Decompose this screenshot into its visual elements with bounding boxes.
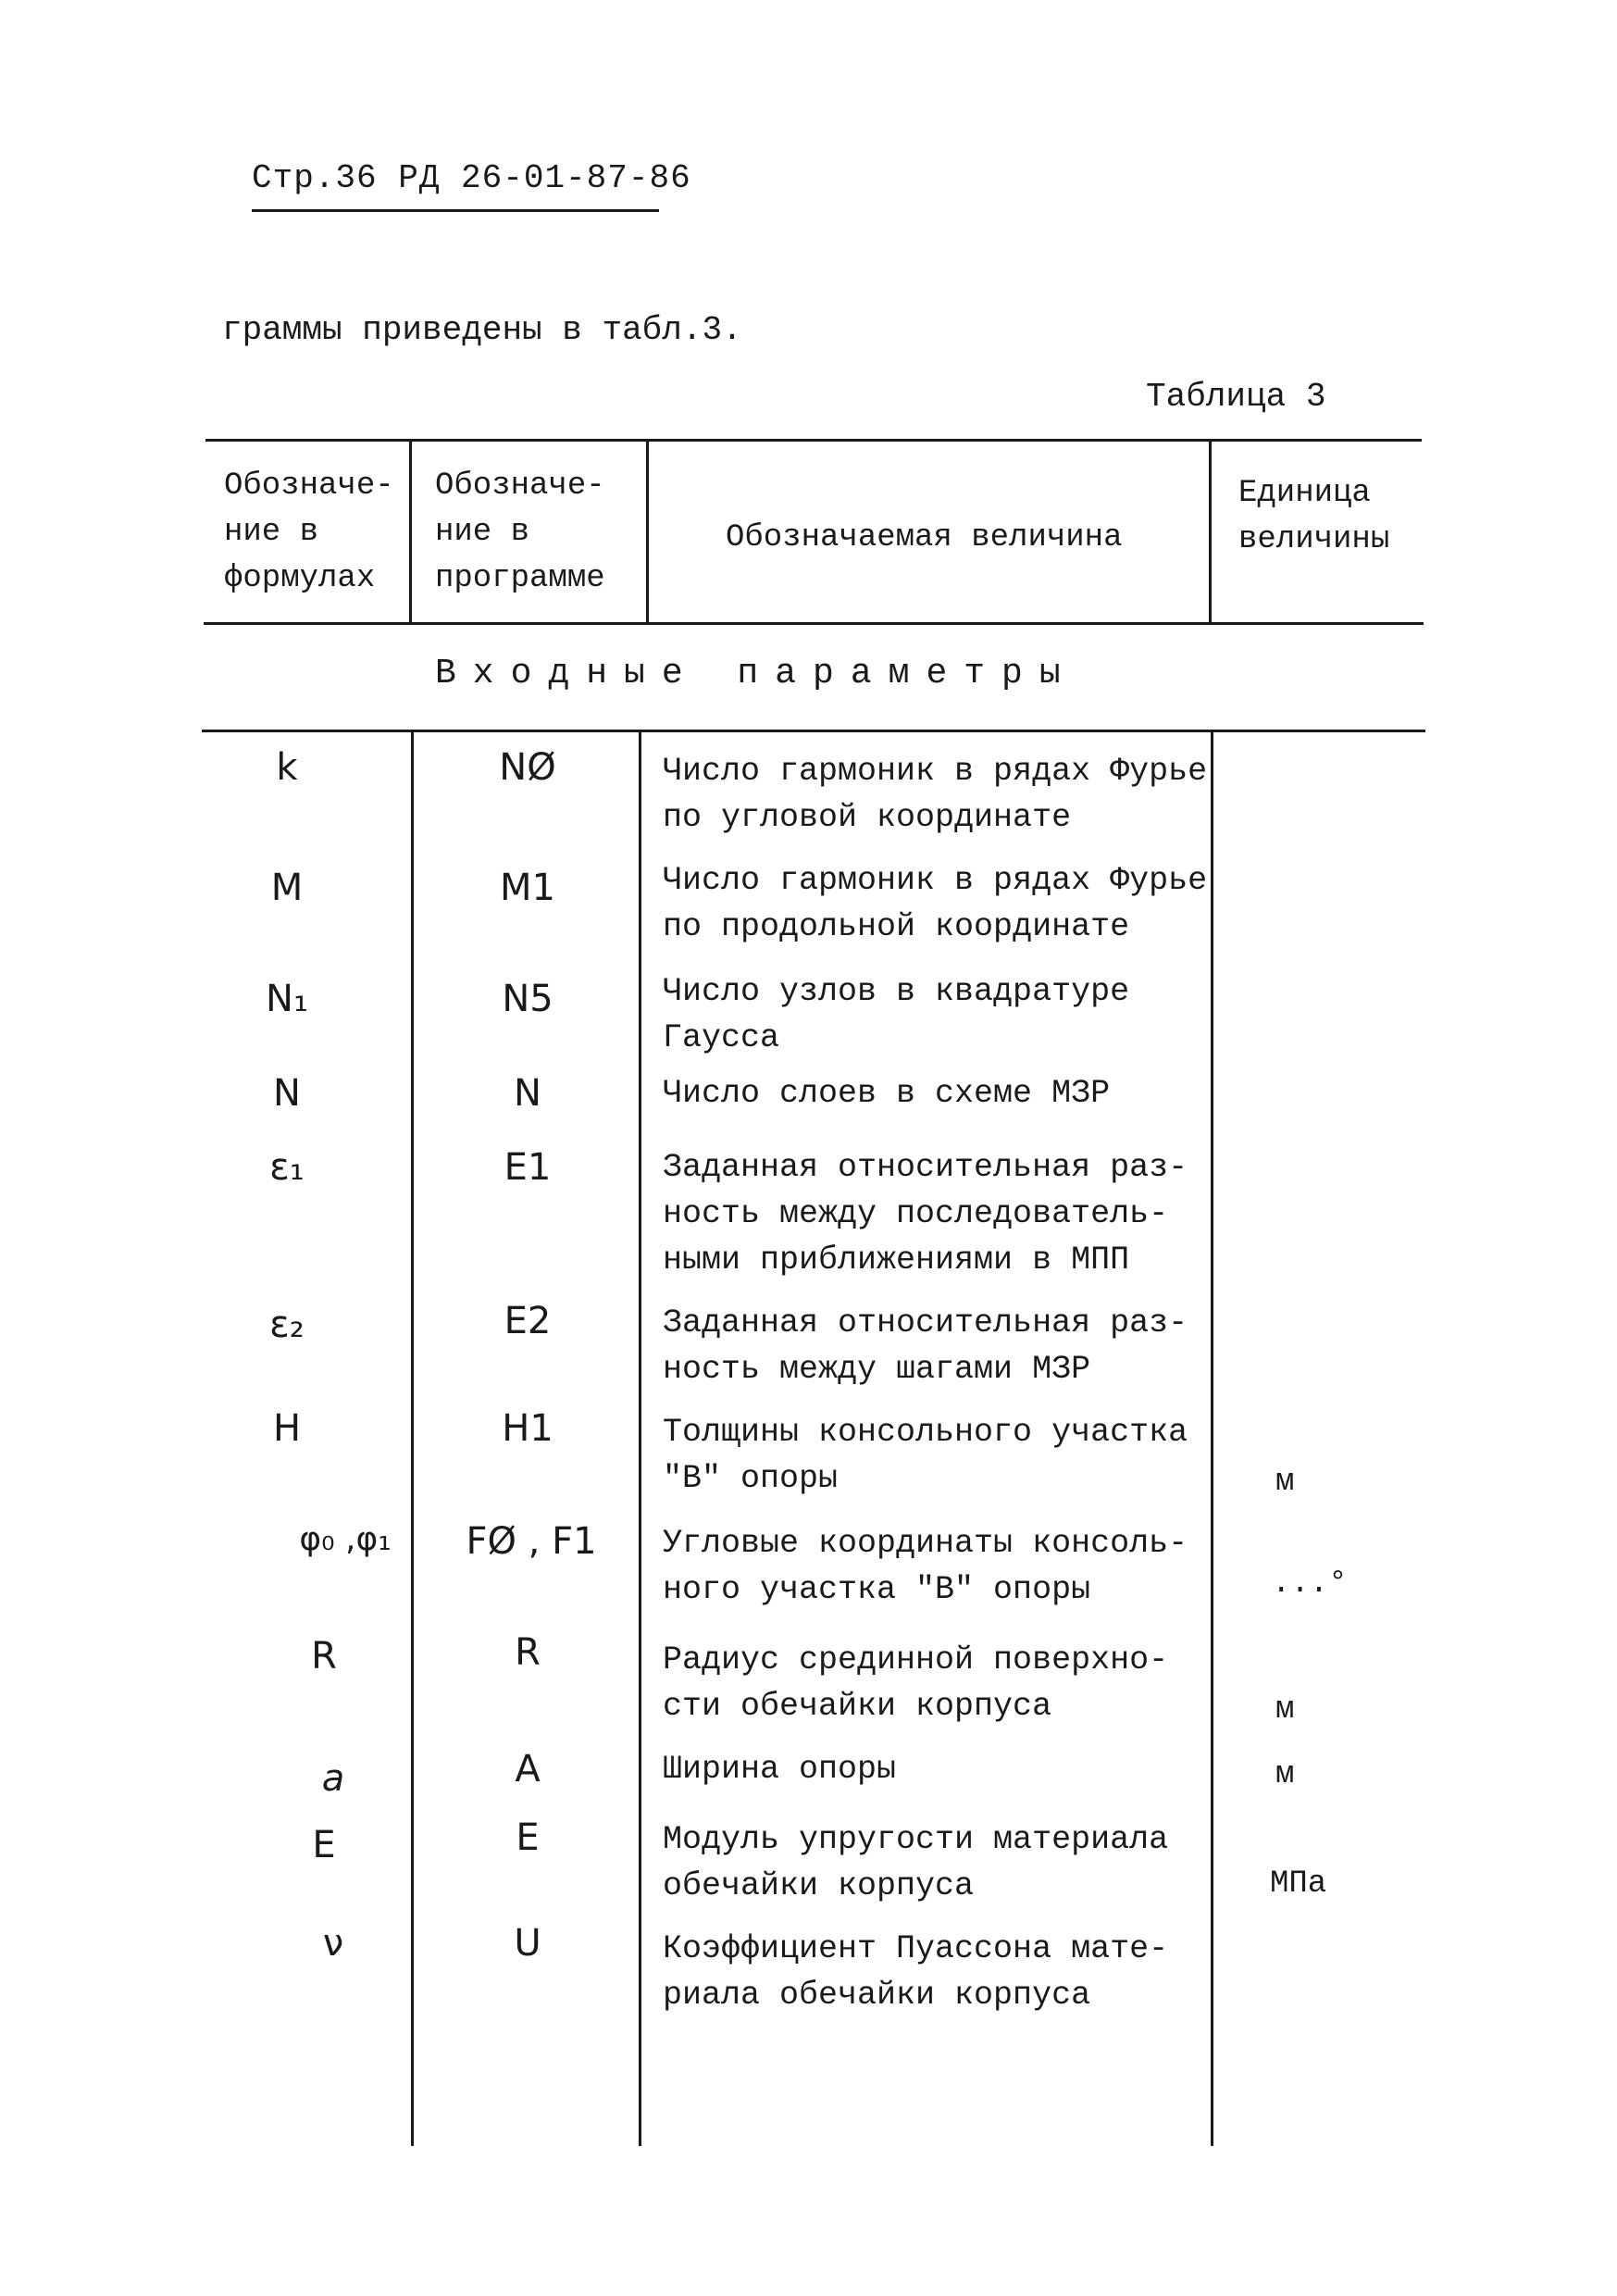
program-symbol: H1 — [502, 1407, 554, 1450]
quantity-description: Толщины консольного участка "В" опоры — [663, 1414, 1188, 1497]
page-header: Стр.36 РД 26-01-87-86 — [252, 159, 691, 197]
col-header-unit: Единица величины — [1238, 476, 1390, 557]
quantity-description: Заданная относительная раз- ность между последователь- ными приближениями в МПП — [663, 1149, 1188, 1279]
quantity-description: Число гармоник в рядах Фурье по продольной координате — [663, 862, 1208, 945]
col-divider-1-header — [409, 439, 412, 622]
formula-symbol: N₁ — [266, 978, 308, 1020]
formula-symbol: E — [312, 1824, 336, 1866]
formula-symbol: ν — [322, 1922, 344, 1965]
formula-symbol: a — [321, 1757, 345, 1800]
program-symbol: R — [515, 1631, 541, 1674]
program-symbol: NØ — [499, 746, 556, 789]
unit-value: м — [1275, 1465, 1295, 1500]
unit-value: МПа — [1270, 1866, 1327, 1902]
formula-symbol: φ₀ ,φ₁ — [299, 1520, 392, 1558]
program-symbol: A — [515, 1748, 541, 1791]
col-divider-2-header — [646, 439, 649, 622]
table-caption: Таблица 3 — [1146, 378, 1326, 416]
col-divider-3-header — [1209, 439, 1212, 622]
program-symbol: FØ , F1 — [466, 1520, 597, 1563]
formula-symbol: ε₂ — [269, 1304, 305, 1346]
program-symbol: E1 — [504, 1146, 552, 1189]
quantity-description: Число гармоник в рядах Фурье по угловой координате — [663, 753, 1208, 836]
formula-symbol: N — [273, 1072, 301, 1115]
program-symbol: N — [514, 1072, 541, 1115]
program-symbol: E2 — [504, 1300, 552, 1342]
formula-symbol: k — [276, 746, 298, 789]
section-title: Входные параметры — [435, 654, 1077, 693]
formula-symbol: ε₁ — [269, 1146, 305, 1189]
col-header-quantity: Обозначаемая величина — [726, 520, 1123, 555]
formula-symbol: M — [270, 867, 304, 909]
program-symbol: M1 — [500, 867, 555, 909]
col-header-program: Обозначе- ние в программе — [435, 468, 605, 596]
intro-text: граммы приведены в табл.3. — [222, 311, 742, 349]
unit-value: ...° — [1272, 1566, 1348, 1602]
quantity-description: Число слоев в схеме МЗР — [663, 1075, 1111, 1112]
header-underline — [252, 209, 659, 212]
quantity-description: Заданная относительная раз- ность между шагами МЗР — [663, 1304, 1188, 1388]
table-top-rule — [205, 439, 1422, 442]
quantity-description: Число узлов в квадратуре Гаусса — [663, 973, 1130, 1056]
quantity-description: Ширина опоры — [663, 1751, 897, 1788]
formula-symbol: R — [311, 1635, 337, 1678]
col-divider-1-body — [411, 730, 414, 2146]
header-bottom-rule — [204, 622, 1424, 625]
quantity-description: Радиус срединной поверхно- сти обечайки корпуса — [663, 1641, 1169, 1725]
section-bottom-rule — [202, 730, 1425, 732]
col-divider-2-body — [639, 730, 641, 2146]
unit-value: м — [1275, 1692, 1295, 1728]
program-symbol: N5 — [502, 978, 554, 1020]
quantity-description: Коэффициент Пуассона мате- риала обечайки корпуса — [663, 1930, 1169, 2014]
col-header-formula: Обозначе- ние в формулах — [224, 468, 394, 596]
program-symbol: E — [516, 1816, 540, 1859]
quantity-description: Угловые координаты консоль- ного участка "В" опоры — [663, 1525, 1188, 1608]
formula-symbol: H — [272, 1407, 302, 1450]
unit-value: м — [1275, 1757, 1295, 1792]
program-symbol: U — [514, 1922, 541, 1965]
quantity-description: Модуль упругости материала обечайки корпуса — [663, 1821, 1169, 1904]
